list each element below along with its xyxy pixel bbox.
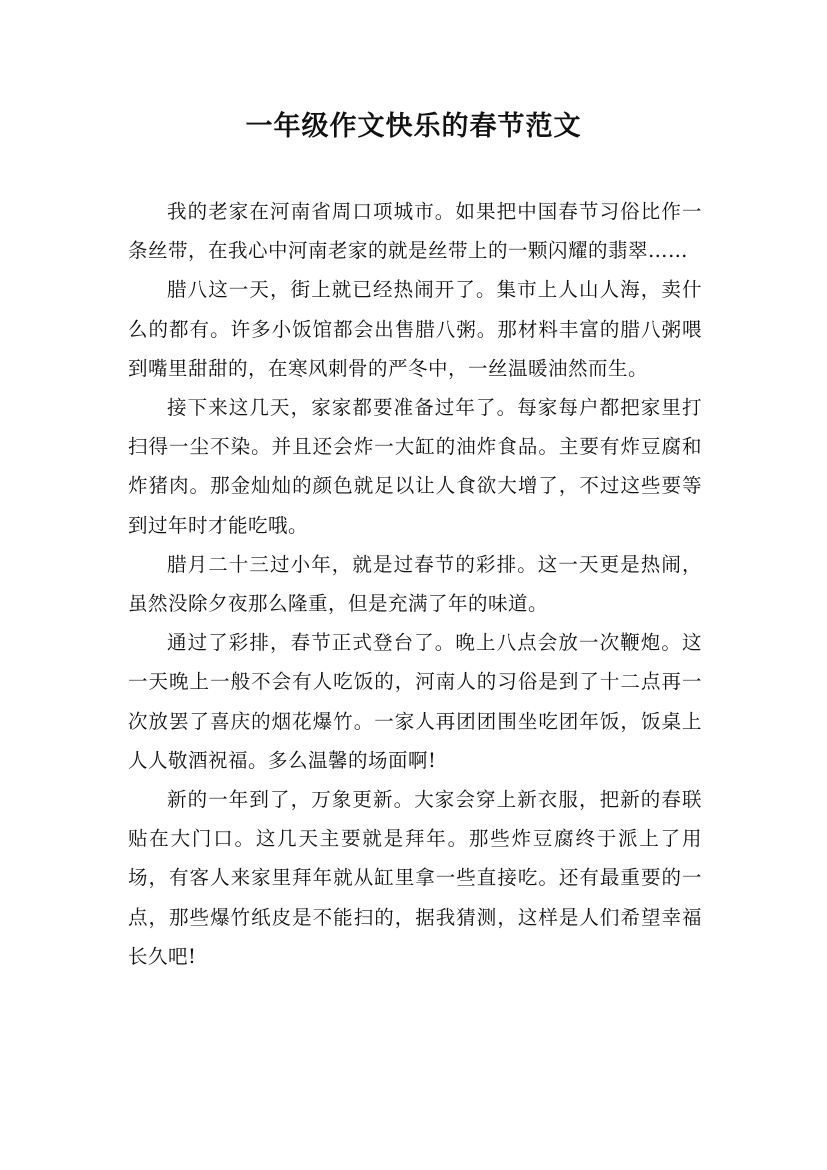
paragraph-5: 通过了彩排，春节正式登台了。晚上八点会放一次鞭炮。这一天晚上一般不会有人吃饭的，河南人的习俗是到了十二点再一次放罢了喜庆的烟花爆竹。一家人再团团围坐吃团年饭，饭桌上人人敬酒祝福。多么温馨的场面啊!: [128, 631, 702, 772]
paragraph-2: 腊八这一天，街上就已经热闹开了。集市上人山人海，卖什么的都有。许多小饭馆都会出售腊八粥。那材料丰富的腊八粥喂到嘴里甜甜的，在寒风刺骨的严冬中，一丝温暖油然而生。: [128, 278, 702, 380]
paragraph-3: 接下来这几天，家家都要准备过年了。每家每户都把家里打扫得一尘不染。并且还会炸一大缸的油炸食品。主要有炸豆腐和炸猪肉。那金灿灿的颜色就足以让人食欲大增了，不过这些要等到过年时才能吃哦。: [128, 396, 702, 537]
paragraph-4: 腊月二十三过小年，就是过春节的彩排。这一天更是热闹，虽然没除夕夜那么隆重，但是充满了年的味道。: [128, 552, 702, 616]
paragraph-6: 新的一年到了，万象更新。大家会穿上新衣服，把新的春联贴在大门口。这几天主要就是拜年。那些炸豆腐终于派上了用场，有客人来家里拜年就从缸里拿一些直接吃。还有最重要的一点，那些爆竹纸皮是不能扫的，据我猜测，这样是人们希望幸福长久吧!: [128, 788, 702, 968]
document-title: 一年级作文快乐的春节范文: [245, 111, 582, 142]
paragraph-1: 我的老家在河南省周口项城市。如果把中国春节习俗比作一条丝带，在我心中河南老家的就是丝带上的一颗闪耀的翡翠……: [128, 200, 702, 263]
document-body: [128, 192, 702, 976]
